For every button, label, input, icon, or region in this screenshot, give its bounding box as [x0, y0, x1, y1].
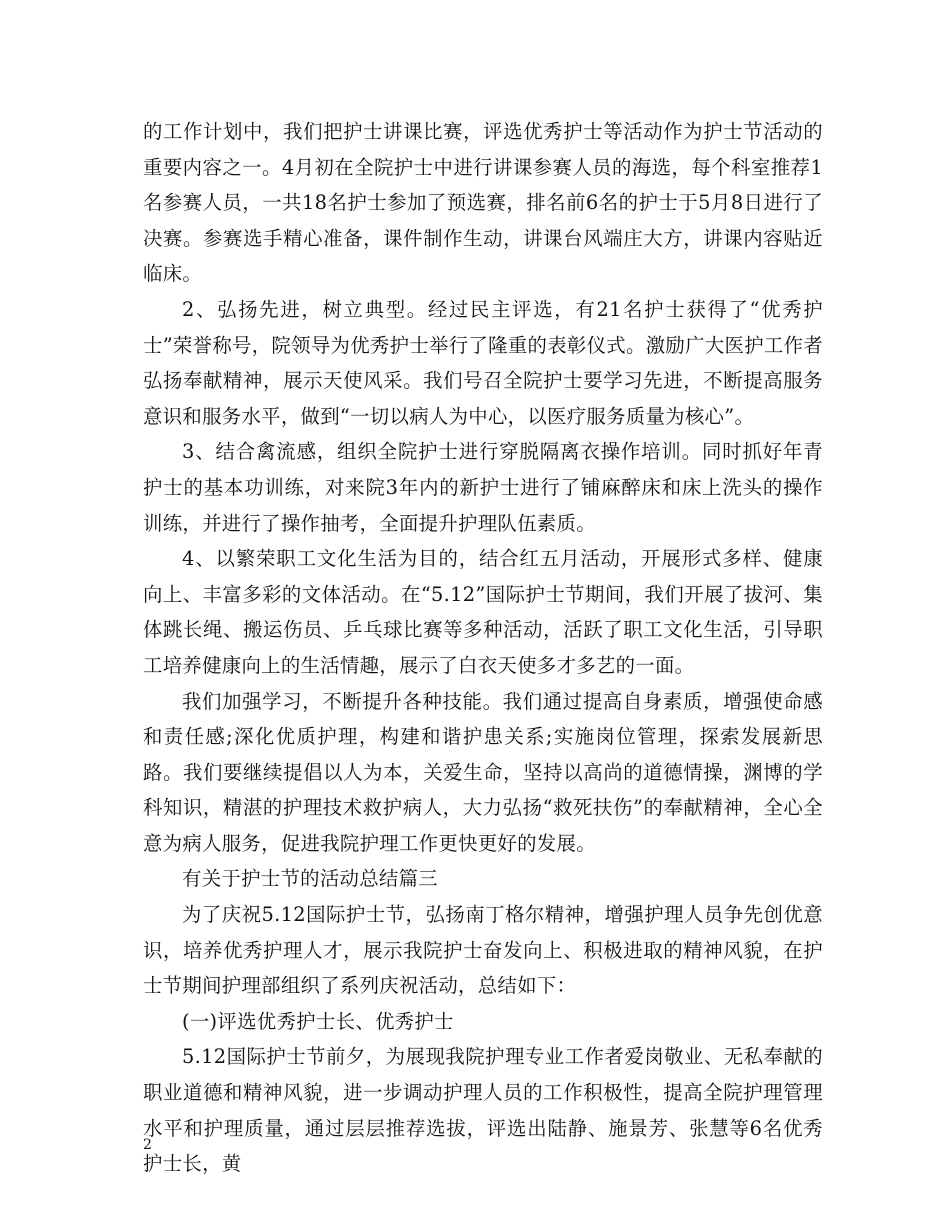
paragraph-9: 5.12国际护士节前夕，为展现我院护理专业工作者爱岗敬业、无私奉献的职业道德和精神风貌，进一步调动护理人员的工作积极性，提高全院护理管理水平和护理质量，通过层层推荐选拔，评选出陆静、施景芳、张慧等6名优秀护士长，黄 [143, 1045, 823, 1176]
paragraph-4: 4、以繁荣职工文化生活为目的，结合红五月活动，开展形式多样、健康向上、丰富多彩的文体活动。在“5.12”国际护士节期间，我们开展了拔河、集体跳长绳、搬运伤员、乒乓球比赛等多种活动，活跃了职工文化生活，引导职工培养健康向上的生活情趣，展示了白衣天使多才多艺的一面。 [143, 547, 823, 677]
document-body [143, 114, 823, 1182]
page-number: 2 [143, 1137, 152, 1153]
paragraph-3: 3、结合禽流感，组织全院护士进行穿脱隔离衣操作培训。同时抓好年青护士的基本功训练，对来院3年内的新护士进行了铺麻醉床和床上洗头的操作训练，并进行了操作抽考，全面提升护理队伍素质。 [143, 440, 823, 535]
paragraph-5: 我们加强学习，不断提升各种技能。我们通过提高自身素质，增强使命感和责任感;深化优质护理，构建和谐护患关系;实施岗位管理，探索发展新思路。我们要继续提倡以人为本，关爱生命，坚持以高尚的道德情操，渊博的学科知识，精湛的护理技术救护病人，大力弘扬“救死扶伤”的奉献精神，全心全意为病人服务，促进我院护理工作更快更好的发展。 [143, 689, 823, 855]
section-heading: 有关于护士节的活动总结篇三 [182, 867, 438, 891]
subsection-heading: (一)评选优秀护士长、优秀护士 [182, 1009, 454, 1033]
paragraph-7: 为了庆祝5.12国际护士节，弘扬南丁格尔精神，增强护理人员争先创优意识，培养优秀护理人才，展示我院护士奋发向上、积极进取的精神风貌，在护士节期间护理部组织了系列庆祝活动，总结如下： [143, 903, 823, 998]
paragraph-1: 的工作计划中，我们把护士讲课比赛，评选优秀护士等活动作为护士节活动的重要内容之一。4月初在全院护士中进行讲课参赛人员的海选，每个科室推荐1名参赛人员，一共18名护士参加了预选赛，排名前6名的护士于5月8日进行了决赛。参赛选手精心准备，课件制作生动，讲课台风端庄大方，讲课内容贴近临床。 [143, 120, 824, 286]
paragraph-2: 2、弘扬先进，树立典型。经过民主评选，有21名护士获得了“优秀护士”荣誉称号，院领导为优秀护士举行了隆重的表彰仪式。激励广大医护工作者弘扬奉献精神，展示天使风采。我们号召全院护士要学习先进，不断提高服务意识和服务水平，做到“一切以病人为中心，以医疗服务质量为核心”。 [143, 297, 823, 428]
